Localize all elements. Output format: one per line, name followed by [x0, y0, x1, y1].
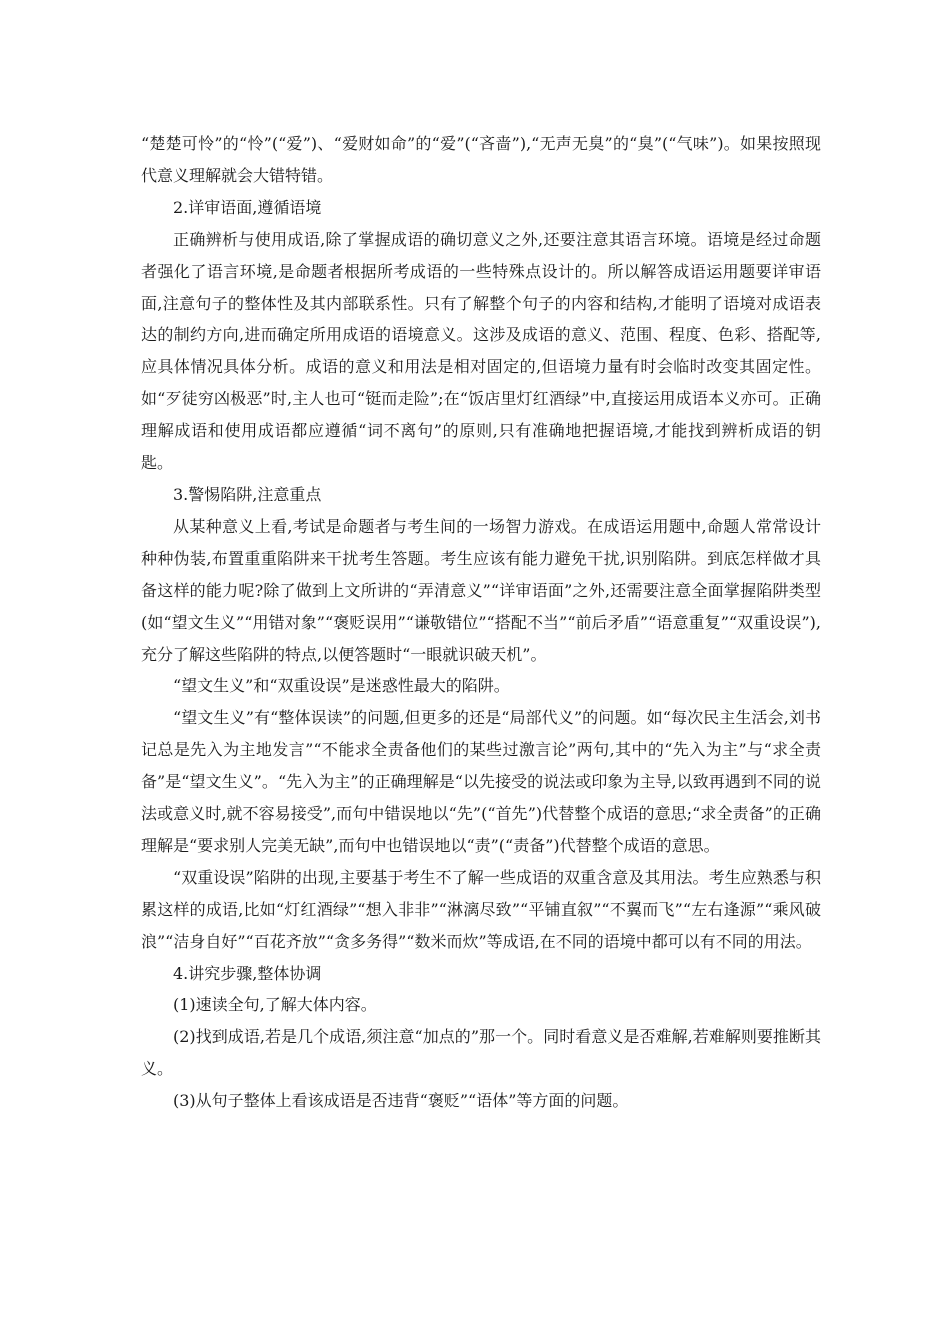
- step-3: (3)从句子整体上看该成语是否违背“褒贬”“语体”等方面的问题。: [173, 1091, 629, 1111]
- document-page: [141, 128, 821, 1117]
- step-1: (1)速读全句,了解大体内容。: [173, 995, 377, 1015]
- paragraph-context: 正确辨析与使用成语,除了掌握成语的确切意义之外,还要注意其语言环境。语境是经过命题者强化了语言环境,是命题者根据所考成语的一些特殊点设计的。所以解答成语运用题要详审语面,注意句子的整体性及其内部联系性。只有了解整个句子的内容和结构,才能明了语境对成语表达的制约方向,进而确定所用成语的语境意义。这涉及成语的意义、范围、程度、色彩、搭配等,应具体情况具体分析。成语的意义和用法是相对固定的,但语境力量有时会临时改变其固定性。如“歹徒穷凶极恶”时,主人也可“铤而走险”;在“饭店里灯红酒绿”中,直接运用成语本义亦可。正确理解成语和使用成语都应遵循“词不离句”的原则,只有准确地把握语境,才能找到辨析成语的钥匙。: [141, 229, 821, 473]
- paragraph-continuation: “楚楚可怜”的“怜”(“爱”)、“爱财如命”的“爱”(“吝啬”),“无声无臭”的“臭”(“气味”)。如果按照现代意义理解就会大错特错。: [141, 134, 821, 185]
- section-heading-3: 3.警惕陷阱,注意重点: [173, 484, 322, 504]
- paragraph-literal-reading: “望文生义”有“整体误读”的问题,但更多的还是“局部代义”的问题。如“每次民主生活会,刘书记总是先入为主地发言”“不能求全责备他们的某些过激言论”两句,其中的“先入为主”与“求全责备”是“望文生义”。“先入为主”的正确理解是“以先接受的说法或印象为主导,以致再遇到不同的说法或意义时,就不容易接受”,而句中错误地以“先”(“首先”)代替整个成语的意思;“求全责备”的正确理解是“要求别人完美无缺”,而句中也错误地以“责”(“责备”)代替整个成语的意思。: [141, 708, 821, 855]
- section-heading-4: 4.讲究步骤,整体协调: [173, 963, 322, 983]
- paragraph-double-error: “双重设误”陷阱的出现,主要基于考生不了解一些成语的双重含意及其用法。考生应熟悉与积累这样的成语,比如“灯红酒绿”“想入非非”“淋漓尽致”“平铺直叙”“不翼而飞”“左右逢源”“乘风破浪”“洁身自好”“百花齐放”“贪多务得”“数米而炊”等成语,在不同的语境中都可以有不同的用法。: [141, 867, 821, 951]
- paragraph-traps-summary: “望文生义”和“双重设误”是迷惑性最大的陷阱。: [173, 676, 510, 696]
- section-heading-2: 2.详审语面,遵循语境: [173, 197, 322, 217]
- paragraph-traps: 从某种意义上看,考试是命题者与考生间的一场智力游戏。在成语运用题中,命题人常常设计种种伪装,布置重重陷阱来干扰考生答题。考生应该有能力避免干扰,识别陷阱。到底怎样做才具备这样的能力呢?除了做到上文所讲的“弄清意义”“详审语面”之外,还需要注意全面掌握陷阱类型(如“望文生义”“用错对象”“褒贬误用”“谦敬错位”“搭配不当”“前后矛盾”“语意重复”“双重设误”),充分了解这些陷阱的特点,以便答题时“一眼就识破天机”。: [141, 516, 821, 664]
- step-2: (2)找到成语,若是几个成语,须注意“加点的”那一个。同时看意义是否难解,若难解则要推断其义。: [141, 1027, 821, 1079]
